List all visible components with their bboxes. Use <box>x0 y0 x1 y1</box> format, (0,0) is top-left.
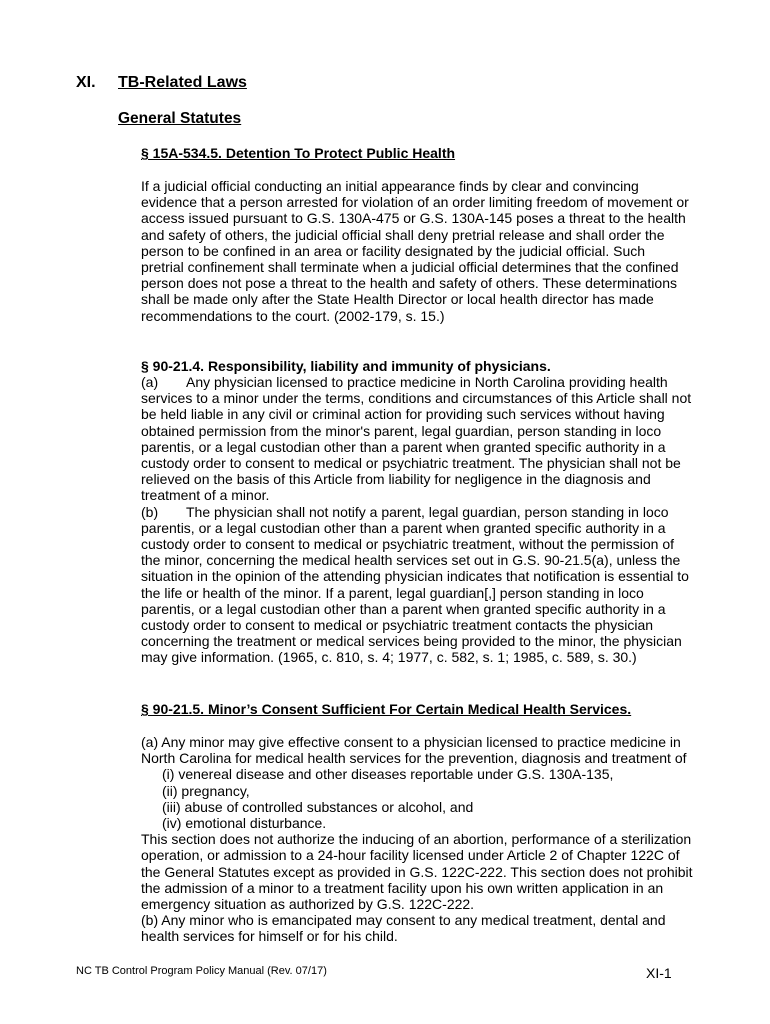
body-line: custody order to consent to medical or psychiatric treatment contacts the physician <box>141 617 654 634</box>
body-line: shall be made only after the State Health Director or local health director has made <box>141 291 654 308</box>
section-title: TB-Related Laws <box>118 74 247 91</box>
body-line: custody order to consent to medical or psychiatric treatment. The physician shall not be <box>141 455 681 472</box>
body-line: If a judicial official conducting an initial appearance finds by clear and convincing <box>141 178 639 194</box>
section-subtitle: General Statutes <box>118 110 242 127</box>
body-line: recommendations to the court. (2002-179, s. 15.) <box>141 307 445 324</box>
body-line: and safety of others, the judicial official shall deny pretrial release and shall order the <box>141 226 665 243</box>
body-line: (a) Any minor may give effective consent to a physician licensed to practice medicine in <box>141 734 681 750</box>
list-item: (iii) abuse of controlled substances or alcohol, and <box>162 798 474 815</box>
body-line: be held liable in any civil or criminal action for providing such services without having <box>141 406 665 423</box>
section-number: XI. <box>76 74 96 91</box>
body-line: The physician shall not notify a parent, legal guardian, person standing in loco <box>186 503 669 520</box>
body-line: This section does not authorize the inducing of an abortion, performance of a sterilization <box>141 831 692 848</box>
statute-title-90-21-5: § 90-21.5. Minor’s Consent Sufficient For Certain Medical Health Services. <box>141 701 632 717</box>
body-line: parentis, or a legal custodian other than a parent when granted specific authority in a <box>141 438 666 455</box>
body-line: obtained permission from the minor's parent, legal guardian, person standing in loco <box>141 422 662 439</box>
list-item: (ii) pregnancy, <box>162 782 250 799</box>
page-number: XI-1 <box>646 965 672 981</box>
footer-manual-title: NC TB Control Program Policy Manual (Rev. 07/17) <box>76 965 327 977</box>
body-line: evidence that a person arrested for violation of an order limiting freedom of movement or <box>141 194 689 211</box>
body-line: the General Statutes except as provided in G.S. 122C-222. This section does not prohibit <box>141 863 693 880</box>
body-line: access issued pursuant to G.S. 130A-475 or G.S. 130A-145 poses a threat to the health <box>141 210 686 227</box>
statute-body-15a-534-5 <box>141 178 689 324</box>
body-line: relieved on the basis of this Article from liability for negligence in the diagnosis and <box>141 471 651 488</box>
subsection-label: (a) <box>141 374 159 390</box>
body-line: health services for himself or for his child. <box>141 928 398 945</box>
body-line: custody order to consent to medical or psychiatric treatment, without the permission of <box>141 536 675 553</box>
body-line: parentis, or a legal custodian other than a parent when granted specific authority in a <box>141 600 666 617</box>
list-item: (i) venereal disease and other diseases reportable under G.S. 130A-135, <box>162 766 614 783</box>
body-line: treatment of a minor. <box>141 487 270 504</box>
body-line: person to be confined in an area or facility designated by the judicial official. Such <box>141 242 646 259</box>
body-line: situation in the opinion of the attending physician indicates that notification is essential to <box>141 568 689 585</box>
statute-title-15a-534-5: § 15A-534.5. Detention To Protect Public Health <box>141 145 456 161</box>
body-line: (b) Any minor who is emancipated may consent to any medical treatment, dental and <box>141 912 666 929</box>
body-line: Any physician licensed to practice medicine in North Carolina providing health <box>186 374 668 390</box>
statute-title-90-21-4: § 90-21.4. Responsibility, liability and immunity of physicians. <box>141 358 551 374</box>
body-line: emergency situation as authorized by G.S. 122C-222. <box>141 896 475 913</box>
subsection-b-first-line <box>141 504 689 520</box>
subsection-a-first-line <box>141 374 689 390</box>
list-item: (iv) emotional disturbance. <box>162 815 327 832</box>
subsection-label: (b) <box>141 503 159 520</box>
body-line: services to a minor under the terms, conditions and circumstances of this Article shall not <box>141 390 692 407</box>
body-line: the admission of a minor to a treatment facility upon his own written application in an <box>141 879 664 896</box>
body-line: the minor, concerning the medical health services set out in G.S. 90-21.5(a), unless the <box>141 552 681 569</box>
statute-body-90-21-5 <box>141 734 693 945</box>
body-line: concerning the treatment or medical services being provided to the minor, the physician <box>141 633 682 650</box>
body-line: North Carolina for medical health services for the prevention, diagnosis and treatment of <box>141 750 687 767</box>
body-line: the life or health of the minor. If a parent, legal guardian[,] person standing in loco <box>141 584 644 601</box>
body-line: operation, or admission to a 24-hour facility licensed under Article 2 of Chapter 122C of <box>141 847 680 864</box>
body-line: pretrial confinement shall terminate when a judicial official determines that the confined <box>141 259 679 276</box>
statute-body-90-21-4 <box>141 374 692 666</box>
body-line: parentis, or a legal custodian other than a parent when granted specific authority in a <box>141 519 666 536</box>
body-line: may give information. (1965, c. 810, s. 4; 1977, c. 582, s. 1; 1985, c. 589, s. 30.) <box>141 649 637 666</box>
body-line: person does not pose a threat to the health and safety of others. These determinations <box>141 275 677 292</box>
